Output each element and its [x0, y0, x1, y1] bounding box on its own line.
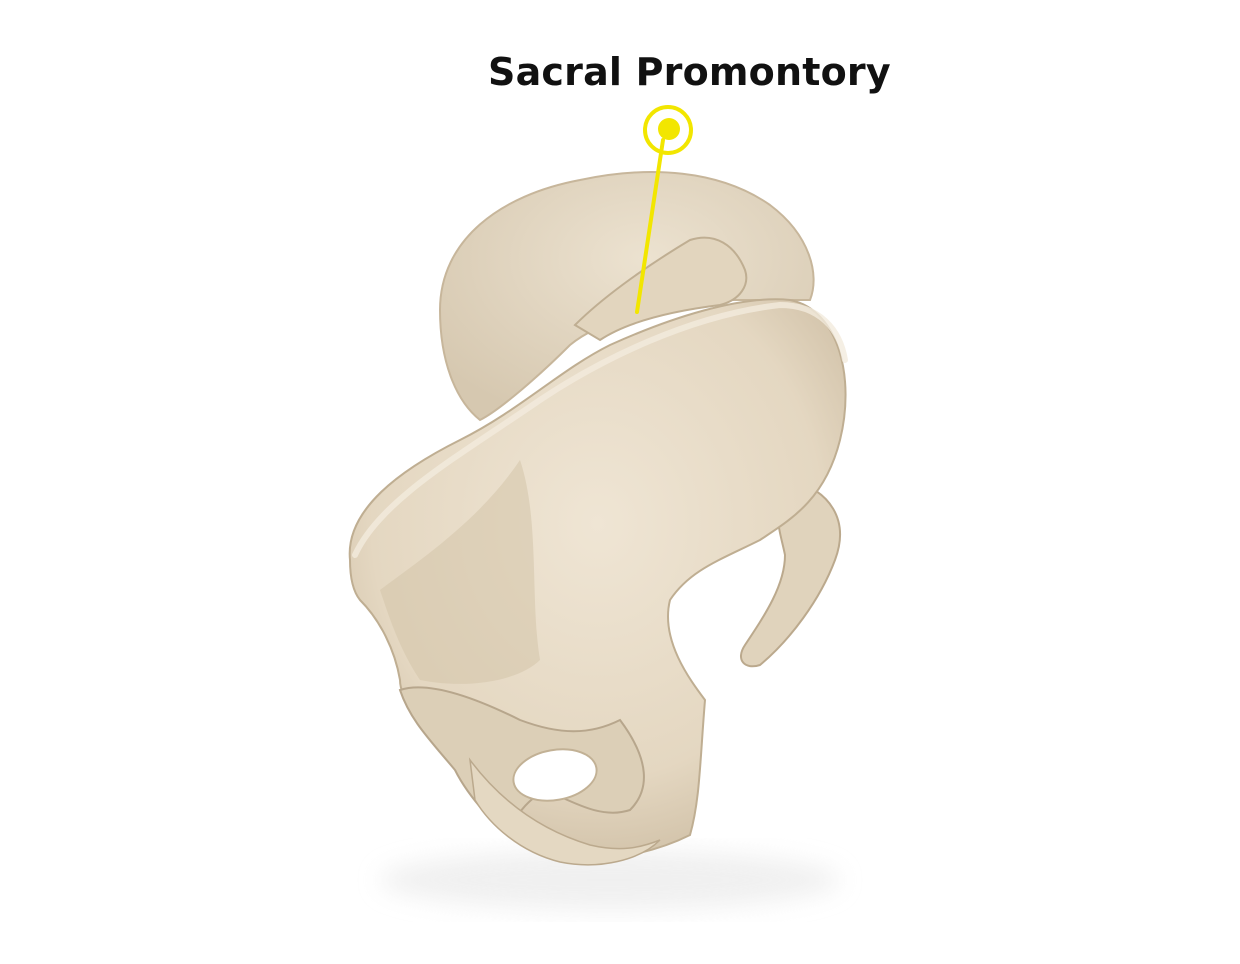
sacral-promontory-label: Sacral Promontory	[488, 50, 891, 94]
marker-dot	[658, 118, 680, 140]
